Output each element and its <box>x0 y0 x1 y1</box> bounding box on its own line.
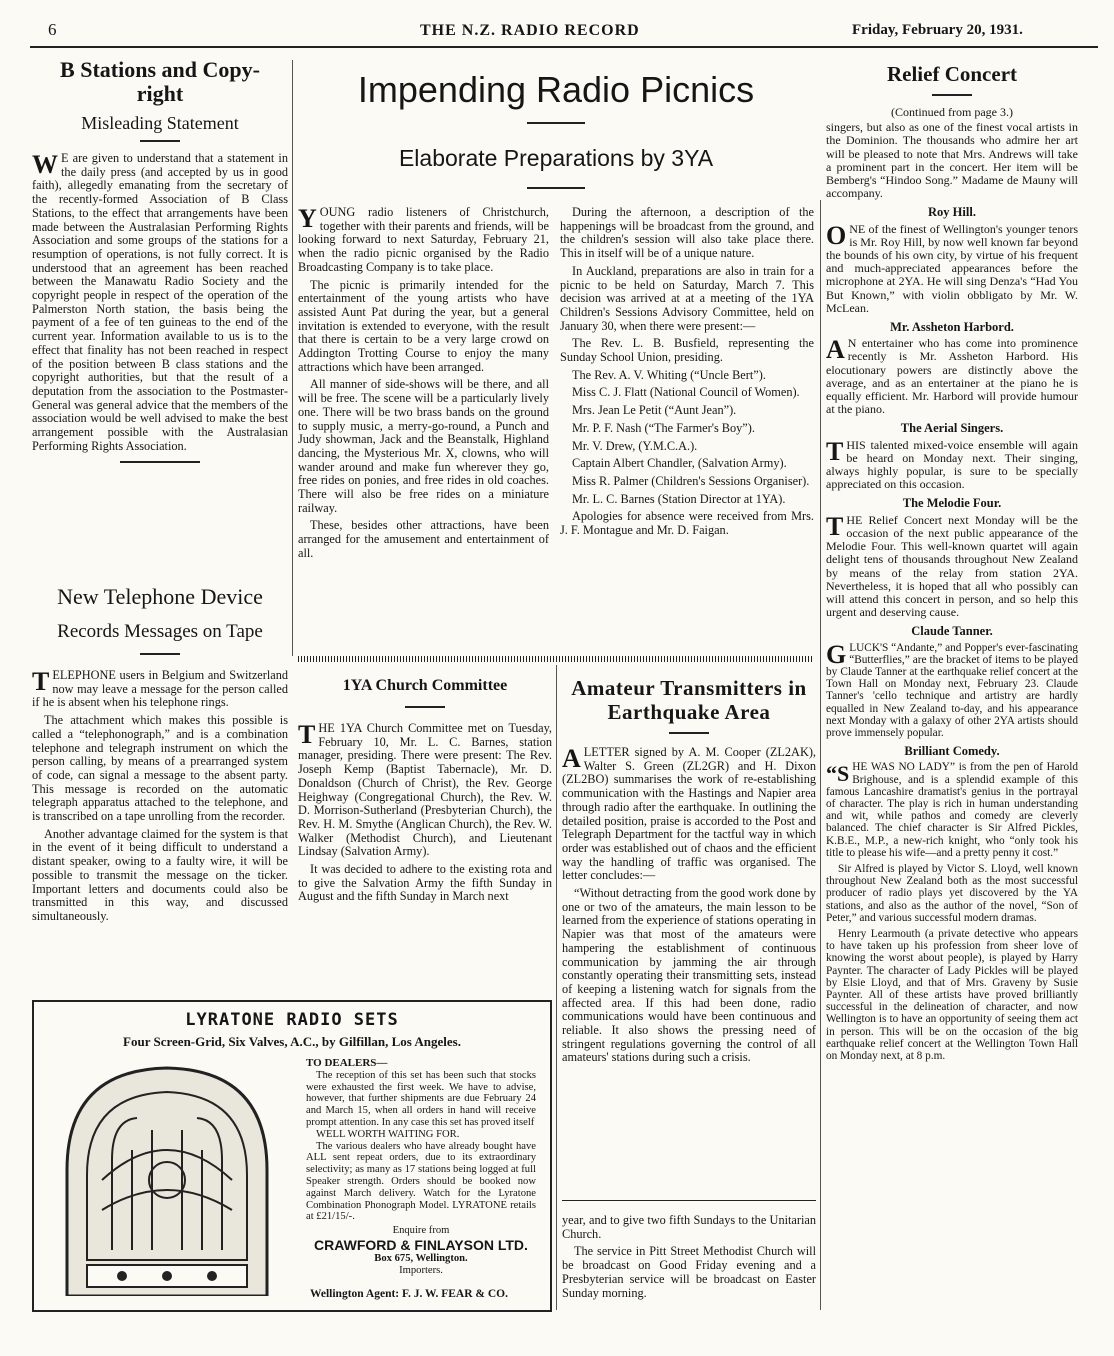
article-body <box>562 746 816 883</box>
article-body <box>826 511 1078 620</box>
article-body: Miss R. Palmer (Children's Sessions Organiser). <box>572 473 810 488</box>
article-body: Sir Alfred is played by Victor S. Lloyd, well known throughout New Zealand both as the most successful producer of radio plays yet discovered by the YA stations, and also as the author of the novel, “Son of Peter,” and various successful modern dramas. <box>826 862 1078 924</box>
continued-note: (Continued from page 3.) <box>891 105 1013 119</box>
article-body <box>298 722 552 859</box>
ad-body: The reception of this set has been such that stocks were exhausted the first week. We have to advise, however, that further shipments are due February 24 and March 15, when all orders in hand will receive prompt attention. In any case this set has proved itself <box>306 1069 536 1128</box>
article-body: Henry Learmouth (a private detective who appears to have taken up his profession from sheer love of knowing the worst about people), is played by Harry Paynter. The character of Lady Pickles will be played by Elsie Lloyd, and that of Mrs. Graveny by Susie Paynter. All of these artists have proved brilliantly successful in the delineation of character, and now Wellington is to have an opportunity of seeing them act in person. This will be on the occasion of the big earthquake relief concert at the Wellington Town Hall on Monday next, at 8 p.m. <box>826 927 1078 1063</box>
divider <box>527 187 585 189</box>
column-rule <box>556 665 557 1310</box>
body-text: ELEPHONE users in Belgium and Switzerland now may leave a message for the person called if he is absent when his telephone rings. <box>32 668 288 710</box>
divider <box>405 706 445 708</box>
divider <box>527 122 585 124</box>
article-body <box>32 152 288 453</box>
drop-cap: T <box>826 511 844 541</box>
drop-cap: “S <box>826 761 850 787</box>
drop-cap: A <box>562 744 581 773</box>
article-body <box>298 206 549 275</box>
section-heading: Roy Hill. <box>928 205 976 220</box>
article-title: B Stations and Copy-right <box>60 57 260 106</box>
lyratone-advertisement <box>32 1000 552 1312</box>
publication-title: THE N.Z. RADIO RECORD <box>420 22 640 39</box>
article-body: Mr. P. F. Nash (“The Farmer's Boy”). <box>572 420 755 435</box>
article-body: All manner of side-shows will be there, and all will be free. The scene will be a particularly lively one. There will be two brass bands on the ground to supply music, a merry-go-round, a Punch and Judy showman, Jack and the Beanstalk, Highland dancing, the Mysterious Mr. X, clowns, who will wander around and make fun wherever they go, free rides on ponies, and free rides in old coaches. There will also be free rides on a miniature railway. <box>298 377 549 515</box>
article-body: “Without detracting from the good work done by one or two of the amateurs, the main lesson to be learned from the experience of stations operating in Napier was that most of the amateurs were hampering the establishment of continuous communication by jamming the air through constantly operating their transmitting sets, instead of keeping a listening watch for signals from the affected area. If this had been done, radio communications would have been continuous and reliable. It also shows the pressing need of stringent regulations governing the control of all amateurs' stations during such a crisis. <box>562 886 816 1065</box>
article-church <box>298 676 552 908</box>
article-body: Mr. V. Drew, (Y.M.C.A.). <box>572 438 698 453</box>
section-heading: The Melodie Four. <box>902 496 1002 511</box>
body-text: LUCK'S “Andante,” and Popper's ever-fascinating “Butterflies,” are the bracket of items to be played by Claude Tanner at the earthquake relief concert at the Town Hall on Monday next, February 23. Claude Tanner's 'cello technique and artistry are hardly equalled in New Zealand to-day, and his appearance next Monday with a galaxy of other 2YA artists should prove immensely popular. <box>826 641 1079 739</box>
article-body: Miss C. J. Flatt (National Council of Women). <box>572 385 800 400</box>
main-headline: Impending Radio Picnics <box>357 69 755 110</box>
article-body: Mr. L. C. Barnes (Station Director at 1YA). <box>572 491 786 506</box>
article-body: year, and to give two fifth Sundays to the Unitarian Church. <box>562 1213 816 1241</box>
article-body: The picnic is primarily intended for the entertainment of the young artists who have assisted Aunt Pat during the year, but a general invitation is extended to everyone, with the result that there is certain to be a very large crowd on Addington Trotting Course to enjoy the many attractions which have been arranged. <box>298 277 549 374</box>
section-heading: Brilliant Comedy. <box>904 744 1000 759</box>
ad-agent: Wellington Agent: F. J. W. FEAR & CO. <box>310 1288 508 1300</box>
ad-box: Box 675, Wellington. <box>374 1252 468 1264</box>
drop-cap: G <box>826 639 847 669</box>
article-body: The Rev. A. V. Whiting (“Uncle Bert”). <box>572 367 766 382</box>
body-text: NE of the finest of Wellington's younger tenors is Mr. Roy Hill, by now well known far beyond the bounds of his own city, by virtue of his frequent and much-appreciated appearances before the microphone at 2YA. He will sing Denza's “Had You But Known,” with violin obbligato by Mr. W. McLean. <box>826 221 1078 315</box>
article-picnics-col1 <box>298 206 549 565</box>
article-body: singers, but also as one of the finest vocal artists in the Dominion. The thousands who admire her art will be pleased to note that Mrs. Andrews will take a prominent part in the concert. Her item will be Bemberg's “Hindoo Song.” Madame de Mauny will accompany. <box>826 120 1078 201</box>
article-telephone <box>32 583 288 928</box>
article-church-continued <box>562 1214 816 1304</box>
article-picnics-col2 <box>560 206 814 542</box>
article-title: 1YA Church Committee <box>342 677 508 694</box>
article-subtitle: Misleading Statement <box>81 113 239 133</box>
article-body: Mrs. Jean Le Petit (“Aunt Jean”). <box>572 403 737 418</box>
article-body: Apologies for absence were received from Mrs. J. F. Montague and Mr. D. Faigan. <box>560 509 814 538</box>
article-body: In Auckland, preparations are also in train for a picnic to be held on Saturday, March 7. This decision was arrived at at a meeting of the 1YA Children's Sessions Advisory Committee, held on January 30, when there were present:— <box>560 263 814 333</box>
body-text: LETTER signed by A. M. Cooper (ZL2AK), Walter S. Green (ZL2GR) and H. Dixon (ZL2BO) summarises the work of re-establishing communication with the Hastings and Napier area through radio after the earthquake. In outlining the detailed position, praise is accorded to the Post and Telegraph Department for the tactful way in which order was established out of chaos and the efficient way the handling of traffic was organised. The letter concludes:— <box>562 745 816 883</box>
article-title: Amateur Transmitters in Earthquake Area <box>571 676 807 724</box>
section-heading: The Aerial Singers. <box>900 421 1004 436</box>
divider <box>932 94 972 96</box>
drop-cap: Y <box>298 204 317 233</box>
drop-cap: A <box>826 335 845 365</box>
page-number: 6 <box>48 20 58 39</box>
body-text: HE Relief Concert next Monday will be the occasion of the next public appearance of the Melodie Four. This well-known quartet will again delight tens of thousands throughout New Zealand by means of the relay from station 2YA. Nevertheless, it is hoped that all who possibly can will attend this concert in person, and so help this urgent and deserving cause. <box>826 512 1078 620</box>
article-subtitle: Records Messages on Tape <box>57 621 263 642</box>
drop-cap: O <box>826 220 847 250</box>
article-body <box>826 220 1078 315</box>
drop-cap: W <box>32 150 58 179</box>
column-rule <box>820 200 821 1310</box>
body-text: HE 1YA Church Committee met on Tuesday, February 10, Mr. L. C. Barnes, station manager, presiding. There were present: The Rev. Joseph Kemp (Baptist Tabernacle), Mr. D. Donaldson (Church of Christ), the Rev. George Heighway (Congregational Church), the Rev. W. D. Morrison-Sutherland (Presbyterian Church), the Rev. H. M. Smythe (Anglican Church), the Rev. W. Walker (Methodist Church), and Lieutenant Lindsay (Salvation Army). <box>298 721 552 859</box>
divider <box>120 461 200 463</box>
ad-company: CRAWFORD & FINLAYSON LTD. <box>314 1236 528 1253</box>
ad-copy <box>306 1058 536 1277</box>
divider <box>669 732 709 734</box>
section-heading: Mr. Assheton Harbord. <box>890 320 1014 335</box>
article-body: Captain Albert Chandler, (Salvation Army). <box>572 456 787 471</box>
article-body: These, besides other attractions, have been arranged for the amusement and entertainment of all. <box>298 518 549 560</box>
ad-importers: Importers. <box>399 1264 443 1276</box>
article-b-stations <box>32 58 288 471</box>
drop-cap: T <box>826 436 844 466</box>
body-text: OUNG radio listeners of Christchurch, together with their parents and friends, will be looking forward to next Saturday, February 21, when the radio picnic organised by the Radio Broadcasting Company is to take place. <box>298 205 549 274</box>
ad-worth: WELL WORTH WAITING FOR. <box>316 1128 460 1140</box>
article-amateur <box>562 676 816 1069</box>
article-relief-concert <box>826 60 1078 1066</box>
divider <box>140 140 180 142</box>
article-body <box>32 669 288 710</box>
article-body: During the afternoon, a description of the happenings will be broadcast from the ground, and the children's session will also take place there. This in itself will be of a unique nature. <box>560 205 814 261</box>
column-rule <box>292 60 293 656</box>
ad-enquire: Enquire from <box>392 1225 450 1237</box>
drop-cap: T <box>298 720 316 749</box>
divider <box>562 1200 816 1201</box>
body-text: N entertainer who has come into prominence recently is Mr. Assheton Harbord. His elocutionary powers are distinctly above the average, and as an entertainer at the piano he is equally efficient. Mr. Harbord will provide humour at the piano. <box>826 336 1078 417</box>
article-body: The attachment which makes this possible is called a “telephonograph,” and is a combination telephone and telegraph instrument on which the person calling, by means of a prearranged system of code, can signal a message to the absent party. This message is recorded on the automatic telegraph apparatus attached to the telephone, and is transcribed on a tape unrolling from the recorder. <box>32 713 288 824</box>
ad-body: The various dealers who have already bought have ALL sent repeat orders, due to its extraordinary selectivity; as many as 17 stations being logged at full Speaker strength. Orders should be booked now against March delivery. Watch for the Lyratone Combination Phonograph Model. LYRATONE retails at £21/15/-. <box>306 1140 536 1223</box>
decorative-band <box>298 656 814 662</box>
article-body <box>826 639 1079 740</box>
article-title: New Telephone Device <box>57 584 263 609</box>
issue-date: Friday, February 20, 1931. <box>852 22 1023 38</box>
ad-to-dealers: TO DEALERS— <box>306 1057 388 1069</box>
article-body <box>826 337 1078 416</box>
article-body <box>826 436 1078 492</box>
body-text: HIS talented mixed-voice ensemble will again be heard on Monday next. Their singing, always highly popular, is sure to be specially appreciated on this occasion. <box>826 437 1078 492</box>
body-text: HE WAS NO LADY” is from the pen of Harold Brighouse, and is a splendid example of this famous Lancashire dramatist's genius in the portrayal of character. The play is rich in human understanding and wit, while pathos and comedy are cleverly balanced. The chief character is Sir Alfred Pickles, K.B.E., M.P., a new-rich knight, who “only took his title to please his wife—and a pretty penny it cost.” <box>826 761 1078 859</box>
header-rule <box>30 46 1098 48</box>
divider <box>140 653 180 655</box>
article-body <box>826 761 1078 859</box>
section-heading: Claude Tanner. <box>911 624 993 639</box>
radio-cabinet-illustration <box>52 1060 282 1296</box>
body-text: E are given to understand that a statement in the daily press (and accepted by us in good faith), allegedly emanating from the secretary of the recently-formed Association of B Class Stations, to the effect that arrangements have been made between the Australasian Performing Rights Association and some groups of the stations for a resumption of operations, is not fully correct. It is understood that an agreement has been reached between the Manawatu Radio Society and the copyright people in respect of the operation of the Palmerston North station, the basis being the payment of a fee of ten guineas to the end of the current year. Information available to us is to the effect that finality has not been reached in respect of the position between B class stations and the copyright authorities, but that the result of a deputation from the association to the Postmaster-General was general advice that the members of the association would be well advised to make the best arrangement possible with the Australasian Performing Rights Association. <box>32 151 288 453</box>
ad-title: LYRATONE RADIO SETS <box>185 1010 399 1030</box>
article-body: The Rev. L. B. Busfield, representing the Sunday School Union, presiding. <box>560 336 814 365</box>
article-body: Another advantage claimed for the system is that in the event of it being difficult to understand a distant speaker, owing to a faulty wire, it will be possible to transmit the message on the ticker. Important letters and documents could also be transmitted in this way, and discussed simultaneously. <box>32 826 288 923</box>
main-subheadline: Elaborate Preparations by 3YA <box>398 145 714 171</box>
ad-tagline: Four Screen-Grid, Six Valves, A.C., by Gilfillan, Los Angeles. <box>123 1034 461 1049</box>
article-title: Relief Concert <box>886 62 1018 86</box>
drop-cap: T <box>32 667 50 696</box>
article-body: The service in Pitt Street Methodist Church will be broadcast on Good Friday evening and a Presbyterian service will be broadcast on Easter Sunday morning. <box>562 1244 816 1300</box>
article-body: It was decided to adhere to the existing rota and to give the Salvation Army the fifth Sunday in August and the fifth Sunday in March next <box>298 862 552 904</box>
